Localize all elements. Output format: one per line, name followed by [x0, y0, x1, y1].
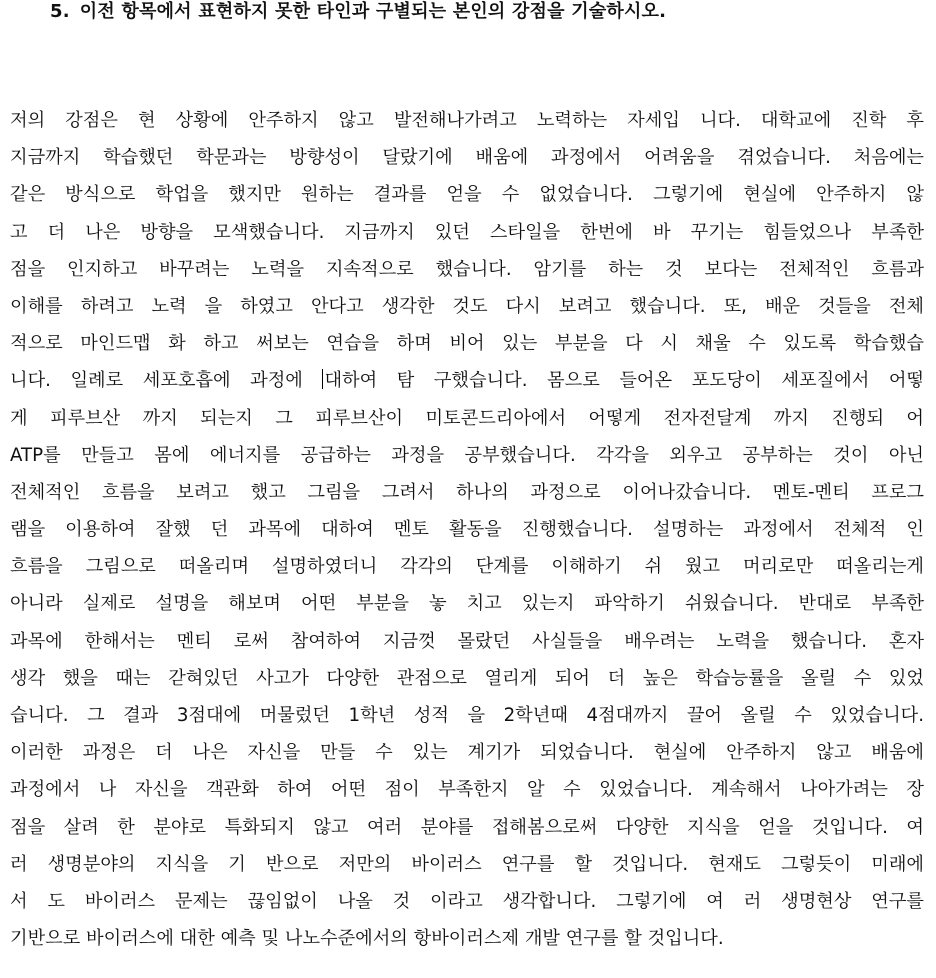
answer-line: 적으로 마인드맵 화 하고 써보는 연습을 하며 비어 있는 부분을 다 시 채울 수 있도록 학습했습 — [10, 333, 924, 355]
answer-line: 과정에서 나 자신을 객관화 하여 어떤 점이 부족한지 알 수 있었습니다. 계속해서 나아가려는 장 — [10, 779, 924, 801]
answer-line: 램을 이용하여 잘했 던 과목에 대하여 멘토 활동을 진행했습니다. 설명하는 과정에서 전체적 인 — [10, 519, 924, 541]
answer-line: 흐름을 그림으로 떠올리며 설명하였더니 각각의 단계를 이해하기 쉬 웠고 머리로만 떠올리는게 — [10, 556, 924, 578]
question-heading — [50, 0, 666, 24]
answer-line-with-caret — [10, 362, 924, 399]
answer-line: 서 도 바이러스 문제는 끊임없이 나올 것 이라고 생각합니다. 그렇기에 여 러 생명현상 연구를 — [10, 890, 924, 912]
answer-line: 이해를 하려고 노력 을 하였고 안다고 생각한 것도 다시 보려고 했습니다. 또, 배운 것들을 전체 — [10, 295, 924, 317]
answer-line: 기반으로 바이러스에 대한 예측 및 나노수준에서의 항바이러스제 개발 연구를 할 것입니다. — [10, 928, 724, 950]
answer-line: 이러한 과정은 더 나은 자신을 만들 수 있는 계기가 되었습니다. 현실에 안주하지 않고 배움에 — [10, 742, 924, 764]
answer-line: ATP를 만들고 몸에 에너지를 공급하는 과정을 공부했습니다. 각각을 외우고 공부하는 것이 아닌 — [10, 444, 924, 466]
question-title: 이전 항목에서 표현하지 못한 타인과 구별되는 본인의 강점을 기술하시오. — [79, 1, 667, 22]
answer-line: 게 피루브산 까지 되는지 그 피루브산이 미토콘드리아에서 어떻게 전자전달계 까지 진행되 어 — [10, 407, 924, 429]
answer-line: 러 생명분야의 지식을 기 반으로 저만의 바이러스 연구를 할 것입니다. 현재도 그렇듯이 미래에 — [10, 853, 924, 875]
answer-line: 저의 강점은 현 상황에 안주하지 않고 발전해나가려고 노력하는 자세입 니다. 대학교에 진학 후 — [10, 110, 924, 131]
answer-line-part: 니다. 일례로 세포호흡에 과정에 — [10, 370, 323, 392]
answer-text-area[interactable] — [10, 102, 924, 957]
answer-line: 과목에 한해서는 멘티 로써 참여하여 지금껏 몰랐던 사실들을 배우려는 노력을 했습니다. 혼자 — [10, 630, 924, 652]
answer-line: 점을 살려 한 분야로 특화되지 않고 여러 분야를 접해봄으로써 다양한 지식을 얻을 것입니다. 여 — [10, 816, 924, 838]
answer-line: 아니라 실제로 설명을 해보며 어떤 부분을 놓 치고 있는지 파악하기 쉬웠습니다. 반대로 부족한 — [10, 593, 924, 615]
answer-line: 생각 했을 때는 갇혀있던 사고가 다양한 관점으로 열리게 되어 더 높은 학습능률을 올릴 수 있었 — [10, 667, 924, 689]
answer-line-part: 대하여 탐 구했습니다. 몸으로 들어온 포도당이 세포질에서 어떻 — [324, 370, 924, 392]
answer-line: 습니다. 그 결과 3점대에 머물렀던 1학년 성적 을 2학년때 4점대까지 끌어 올릴 수 있었습니다. — [10, 705, 924, 726]
answer-line: 점을 인지하고 바꾸려는 노력을 지속적으로 했습니다. 암기를 하는 것 보다는 전체적인 흐름과 — [10, 258, 924, 280]
answer-line: 전체적인 흐름을 보려고 했고 그림을 그려서 하나의 과정으로 이어나갔습니다. 멘토-멘티 프로그 — [10, 481, 924, 503]
question-number: 5. — [50, 1, 70, 22]
answer-line: 같은 방식으로 학업을 했지만 원하는 결과를 얻을 수 없었습니다. 그렇기에 현실에 안주하지 않 — [10, 184, 924, 206]
answer-line: 고 더 나은 방향을 모색했습니다. 지금까지 있던 스타일을 한번에 바 꾸기는 힘들었으나 부족한 — [10, 221, 924, 243]
answer-line: 지금까지 학습했던 학문과는 방향성이 달랐기에 배움에 과정에서 어려움을 겪었습니다. 처음에는 — [10, 147, 924, 169]
